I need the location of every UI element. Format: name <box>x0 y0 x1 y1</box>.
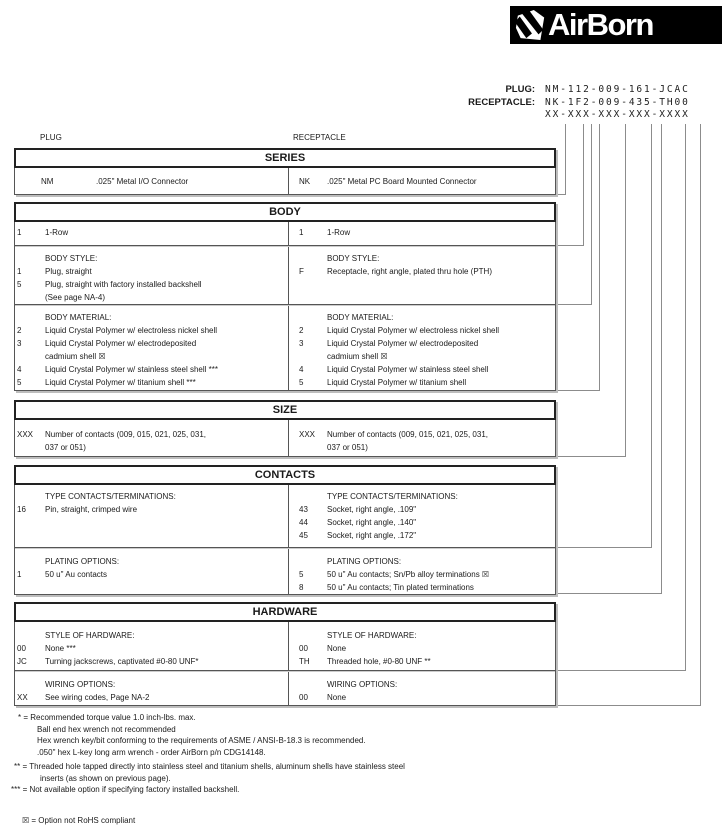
footnote-line: *** = Not available option if specifying factory installed backshell. <box>11 785 240 794</box>
airborn-logo-text: AirBorn <box>548 7 653 42</box>
pn-mask-value: XX-XXX-XXX-XXX-XXXX <box>545 109 690 120</box>
plug-column-label: PLUG <box>40 133 62 142</box>
receptacle-pn-label: RECEPTACLE: <box>468 96 535 108</box>
body-style-heading-receptacle: BODY STYLE: <box>327 254 380 263</box>
wiring-heading-receptacle: WIRING OPTIONS: <box>327 680 398 689</box>
leader-line <box>700 124 701 706</box>
body-material-receptacle-option: cadmium shell ☒ <box>327 352 388 361</box>
plug-pn-value: NM-112-009-161-JCAC <box>545 84 690 95</box>
size-receptacle-option: XXX Number of contacts (009, 015, 021, 025, 031, <box>299 430 488 439</box>
leader-line <box>557 245 584 246</box>
leader-line <box>565 124 566 195</box>
series-plug-option <box>41 175 288 188</box>
leader-line <box>557 593 662 594</box>
footnote-line: * = Recommended torque value 1.0 inch-lbs. max. <box>18 713 196 722</box>
footnotes <box>0 712 726 796</box>
contacts-type-heading-receptacle: TYPE CONTACTS/TERMINATIONS: <box>327 492 458 501</box>
body-material-plug-option: 5 Liquid Crystal Polymer w/ titanium shell *** <box>17 378 196 387</box>
hardware-style-plug-option: 00 None *** <box>17 644 76 653</box>
contacts-type-receptacle-option: 43 Socket, right angle, .109" <box>299 505 417 514</box>
body-style-heading-plug: BODY STYLE: <box>45 254 98 263</box>
hardware-style-receptacle-option: TH Threaded hole, #0-80 UNF ** <box>299 657 431 666</box>
plating-receptacle-option: 5 50 u" Au contacts; Sn/Pb alloy terminations ☒ <box>299 570 490 579</box>
contacts-section-title: CONTACTS <box>14 465 556 485</box>
body-material-plug-option: 4 Liquid Crystal Polymer w/ stainless steel shell *** <box>17 365 218 374</box>
size-receptacle-option: 037 or 051) <box>327 443 368 452</box>
leader-line <box>557 304 592 305</box>
leader-line <box>599 124 600 391</box>
leader-line <box>583 124 584 246</box>
leader-line <box>557 194 566 195</box>
body-style-plug-option: 5 Plug, straight with factory installed backshell <box>17 280 202 289</box>
leader-line <box>651 124 652 548</box>
rohs-note: ☒ = Option not RoHS compliant <box>22 816 136 825</box>
contacts-type-plug-option: 16 Pin, straight, crimped wire <box>17 505 138 514</box>
body-style-receptacle-option: F Receptacle, right angle, plated thru hole (PTH) <box>299 267 492 276</box>
option-desc: .025" Metal I/O Connector <box>96 177 189 186</box>
leader-line <box>557 390 600 391</box>
hardware-style-heading-receptacle: STYLE OF HARDWARE: <box>327 631 417 640</box>
leader-line <box>557 456 626 457</box>
body-material-plug-option: 2 Liquid Crystal Polymer w/ electroless nickel shell <box>17 326 218 335</box>
series-section-title: SERIES <box>14 148 556 168</box>
footnote-line: inserts (as shown on previous page). <box>40 773 171 783</box>
receptacle-pn-value: NK-1F2-009-435-TH00 <box>545 96 690 108</box>
body-material-heading-receptacle: BODY MATERIAL: <box>327 313 394 322</box>
body-style-plug-option: (See page NA-4) <box>45 293 106 302</box>
body-style-plug-option: 1 Plug, straight <box>17 267 92 276</box>
plating-plug-option: 1 50 u" Au contacts <box>17 570 107 579</box>
series-receptacle-option <box>299 175 555 188</box>
hardware-style-plug-option: JC Turning jackscrews, captivated #0-80 UNF* <box>17 657 199 666</box>
hardware-style-heading-plug: STYLE OF HARDWARE: <box>45 631 135 640</box>
body-material-receptacle-option: 5 Liquid Crystal Polymer w/ titanium shell <box>299 378 467 387</box>
footnote-line: Ball end hex wrench not recommended <box>37 724 176 734</box>
leader-line <box>625 124 626 457</box>
leader-line <box>557 670 686 671</box>
body-material-receptacle-option: 3 Liquid Crystal Polymer w/ electrodeposited <box>299 339 479 348</box>
plug-pn-label: PLUG: <box>505 84 535 95</box>
section-contacts <box>14 465 556 595</box>
leader-line <box>685 124 686 671</box>
section-hardware <box>14 602 556 706</box>
wiring-receptacle-option: 00 None <box>299 693 347 702</box>
leader-line <box>591 124 592 305</box>
section-size <box>14 400 556 457</box>
leader-line <box>661 124 662 594</box>
body-material-heading-plug: BODY MATERIAL: <box>45 313 112 322</box>
airborn-logo-icon <box>515 9 547 41</box>
body-row-receptacle-option: 1 1-Row <box>299 228 351 237</box>
part-number-mask-row <box>420 109 720 122</box>
option-code: NK <box>299 177 311 186</box>
body-material-receptacle-option: 4 Liquid Crystal Polymer w/ stainless steel shell <box>299 365 489 374</box>
body-row-plug-option: 1 1-Row <box>17 228 69 237</box>
airborn-logo <box>510 6 722 44</box>
plug-part-number-row <box>420 84 720 97</box>
footnote-line: Hex wrench key/bit conforming to the requirements of ASME / ANSI-B-18.3 is recommended. <box>37 736 366 745</box>
option-code: NM <box>41 177 54 186</box>
option-desc: .025" Metal PC Board Mounted Connector <box>327 177 477 186</box>
footnote-line: .050" hex L-key long arm wrench - order AirBorn p/n CDG14148. <box>37 747 266 757</box>
contacts-type-heading-plug: TYPE CONTACTS/TERMINATIONS: <box>45 492 176 501</box>
wiring-plug-option: XX See wiring codes, Page NA-2 <box>17 693 150 702</box>
hardware-style-receptacle-option: 00 None <box>299 644 347 653</box>
size-plug-option: XXX Number of contacts (009, 015, 021, 025, 031, <box>17 430 206 439</box>
leader-line <box>557 547 652 548</box>
body-section-title: BODY <box>14 202 556 222</box>
size-section-title: SIZE <box>14 400 556 420</box>
part-number-header <box>420 84 720 122</box>
body-material-plug-option: cadmium shell ☒ <box>45 352 106 361</box>
plating-heading-plug: PLATING OPTIONS: <box>45 557 120 566</box>
receptacle-part-number-row <box>420 97 720 110</box>
section-body <box>14 202 556 391</box>
body-material-plug-option: 3 Liquid Crystal Polymer w/ electrodeposited <box>17 339 197 348</box>
plating-receptacle-option: 8 50 u" Au contacts; Tin plated terminations <box>299 583 474 592</box>
leader-line <box>557 705 701 706</box>
wiring-heading-plug: WIRING OPTIONS: <box>45 680 116 689</box>
plating-heading-receptacle: PLATING OPTIONS: <box>327 557 402 566</box>
footnote-line: ** = Threaded hole tapped directly into stainless steel and titanium shells, aluminum shells have stainless steel <box>14 762 405 771</box>
contacts-type-receptacle-option: 45 Socket, right angle, .172" <box>299 531 417 540</box>
size-plug-option: 037 or 051) <box>45 443 86 452</box>
receptacle-column-label: RECEPTACLE <box>293 133 346 142</box>
section-series <box>14 148 556 195</box>
contacts-type-receptacle-option: 44 Socket, right angle, .140" <box>299 518 417 527</box>
hardware-section-title: HARDWARE <box>14 602 556 622</box>
body-material-receptacle-option: 2 Liquid Crystal Polymer w/ electroless nickel shell <box>299 326 500 335</box>
